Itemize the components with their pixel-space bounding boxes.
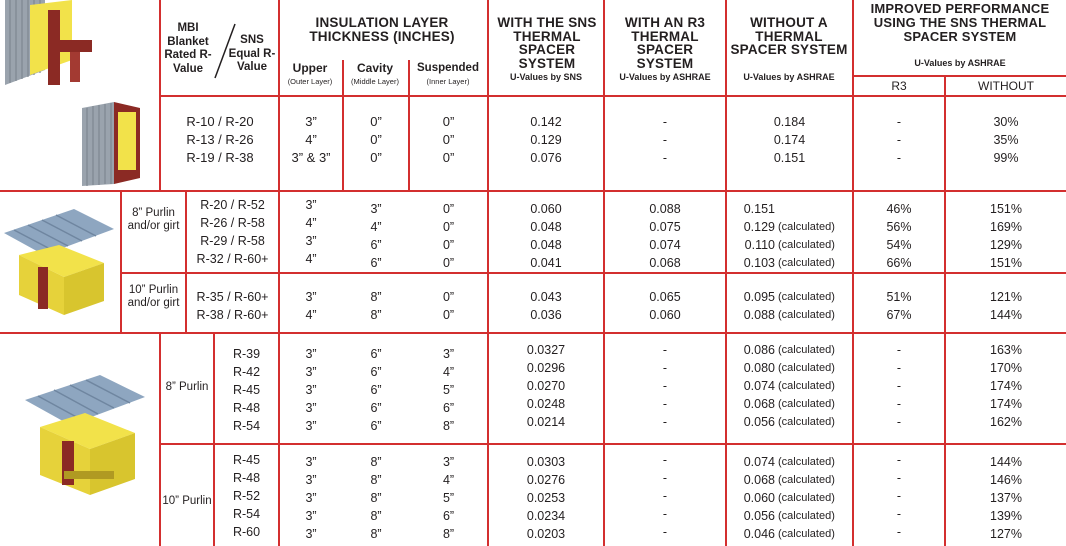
rule-h-group2b	[120, 272, 1066, 274]
g5-sns: 0.0303 0.0276 0.0253 0.0234 0.0203	[526, 455, 566, 541]
header-with-sns: WITH THE SNS THERMAL SPACER SYSTEM	[497, 15, 597, 71]
g5-rvalues: R-45 R-48 R-52 R-54 R-60	[232, 453, 261, 539]
g2-without: 0.151 0.129 0.110 0.103	[743, 202, 775, 270]
g4-r3: - - - - -	[662, 343, 668, 429]
g3-suspended: 0” 0”	[442, 290, 455, 322]
wall-sns: 0.142 0.129 0.076	[530, 115, 562, 165]
g2-rvalues: R-20 / R-52 R-26 / R-58 R-29 / R-58 R-32 / R-60+	[196, 198, 269, 266]
g3-sns: 0.043 0.036	[530, 290, 562, 322]
header-upper-sub: (Outer Layer)	[287, 77, 333, 86]
wall-corner-illustration	[80, 98, 150, 188]
rule-h-improved-sub	[852, 75, 1066, 77]
g2-upper: 3” 4” 3” 4”	[305, 198, 317, 266]
g3-purlin-label: 10” Purlin and/or girt	[127, 284, 180, 309]
g5-without: 0.074 0.068 0.060 0.056 0.046	[743, 455, 775, 541]
g2-imp-r3: 46% 56% 54% 66%	[886, 202, 912, 270]
header-insulation-title: INSULATION LAYER THICKNESS (INCHES)	[309, 15, 455, 44]
g5-r3: - - - - -	[662, 453, 668, 539]
g4-without-calc: (calculated) (calculated) (calculated) (calculated) (calculated)	[778, 344, 835, 428]
g3-rvalues: R-35 / R-60+ R-38 / R-60+	[196, 290, 269, 322]
wall-without: 0.184 0.174 0.151	[773, 115, 806, 165]
g4-purlin-label: 8” Purlin	[165, 381, 209, 393]
header-with-r3: WITH AN R3 THERMAL SPACER SYSTEM	[624, 15, 706, 71]
g4-without: 0.086 0.080 0.074 0.068 0.056	[743, 343, 775, 429]
g3-r3: 0.065 0.060	[649, 290, 681, 322]
g2-r3: 0.088 0.075 0.074 0.068	[649, 202, 681, 270]
wall-upper: 3” 4” 3” & 3”	[291, 114, 331, 165]
wall-r3: - - -	[662, 115, 668, 165]
g4-sns: 0.0327 0.0296 0.0270 0.0248 0.0214	[526, 343, 566, 429]
g4-upper: 3” 3” 3” 3” 3”	[305, 347, 317, 433]
wall-rvalues: R-10 / R-20 R-13 / R-26 R-19 / R-38	[186, 114, 254, 165]
roof-2layer-illustration	[4, 205, 114, 325]
g3-cavity: 8” 8”	[370, 290, 382, 322]
wall-imp-without: 30% 35% 99%	[993, 115, 1019, 165]
rule-h-group3	[0, 332, 1066, 334]
g5-upper: 3” 3” 3” 3” 3”	[305, 455, 317, 541]
header-mbi-label: MBI Blanket Rated R-Value	[164, 22, 212, 75]
header-improved-sub: U-Values by ASHRAE	[914, 58, 1006, 68]
g3-without: 0.095 0.088	[743, 290, 775, 322]
g2-purlin-label: 8” Purlin and/or girt	[127, 207, 180, 232]
header-imp-without: WITHOUT	[978, 79, 1034, 93]
header-suspended: Suspended	[417, 62, 479, 74]
g5-cavity: 8” 8” 8” 8” 8”	[370, 455, 382, 541]
header-with-sns-sub: U-Values by SNS	[509, 72, 583, 82]
header-sns-label: SNS Equal R-Value	[228, 34, 276, 73]
g2-cavity: 3” 4” 6” 6”	[370, 202, 382, 270]
rule-h-group3b	[159, 443, 1066, 445]
g4-imp-without: 163% 170% 174% 174% 162%	[990, 343, 1022, 429]
wall-suspended: 0” 0” 0”	[442, 114, 455, 165]
header-without: WITHOUT A THERMAL SPACER SYSTEM	[730, 15, 848, 57]
g5-imp-without: 144% 146% 137% 139% 127%	[990, 455, 1022, 541]
header-upper: Upper	[292, 61, 328, 75]
rule-h-header	[159, 95, 1066, 97]
g3-upper: 3” 4”	[305, 290, 317, 322]
rule-h-group2	[0, 190, 1066, 192]
g5-without-calc: (calculated) (calculated) (calculated) (calculated) (calculated)	[778, 456, 835, 540]
g4-suspended: 3” 4” 5” 6” 8”	[442, 347, 455, 433]
g3-imp-r3: 51% 67%	[886, 290, 912, 322]
header-cavity: Cavity	[356, 61, 394, 75]
g2-without-calc: (calculated) (calculated) (calculated)	[778, 221, 835, 269]
g5-purlin-label: 10” Purlin	[162, 495, 212, 507]
g4-imp-r3: - - - - -	[896, 343, 902, 429]
g4-cavity: 6” 6” 6” 6” 6”	[370, 347, 382, 433]
g3-imp-without: 121% 144%	[990, 290, 1022, 322]
wall-cavity: 0” 0” 0”	[370, 114, 382, 165]
roof-3layer-illustration	[20, 375, 150, 505]
g5-suspended: 3” 4” 5” 6” 8”	[442, 455, 455, 541]
rule-v-group3-label	[159, 334, 161, 546]
g2-sns: 0.060 0.048 0.048 0.041	[530, 202, 562, 270]
g2-suspended: 0” 0” 0” 0”	[442, 202, 455, 270]
wall-section-illustration	[0, 0, 95, 95]
header-cavity-sub: (Middle Layer)	[351, 77, 399, 86]
g4-rvalues: R-39 R-42 R-45 R-48 R-54	[232, 347, 261, 433]
header-imp-r3: R3	[891, 79, 907, 93]
wall-imp-r3: - - -	[896, 115, 902, 165]
g2-imp-without: 151% 169% 129% 151%	[990, 202, 1022, 270]
header-with-r3-sub: U-Values by ASHRAE	[619, 72, 711, 82]
g3-without-calc: (calculated) (calculated)	[778, 291, 835, 321]
header-without-sub: U-Values by ASHRAE	[743, 72, 835, 82]
header-suspended-sub: (Inner Layer)	[426, 77, 470, 86]
g5-imp-r3: - - - - -	[896, 453, 902, 539]
header-improved: IMPROVED PERFORMANCE USING THE SNS THERMAL SPACER SYSTEM	[870, 1, 1050, 44]
